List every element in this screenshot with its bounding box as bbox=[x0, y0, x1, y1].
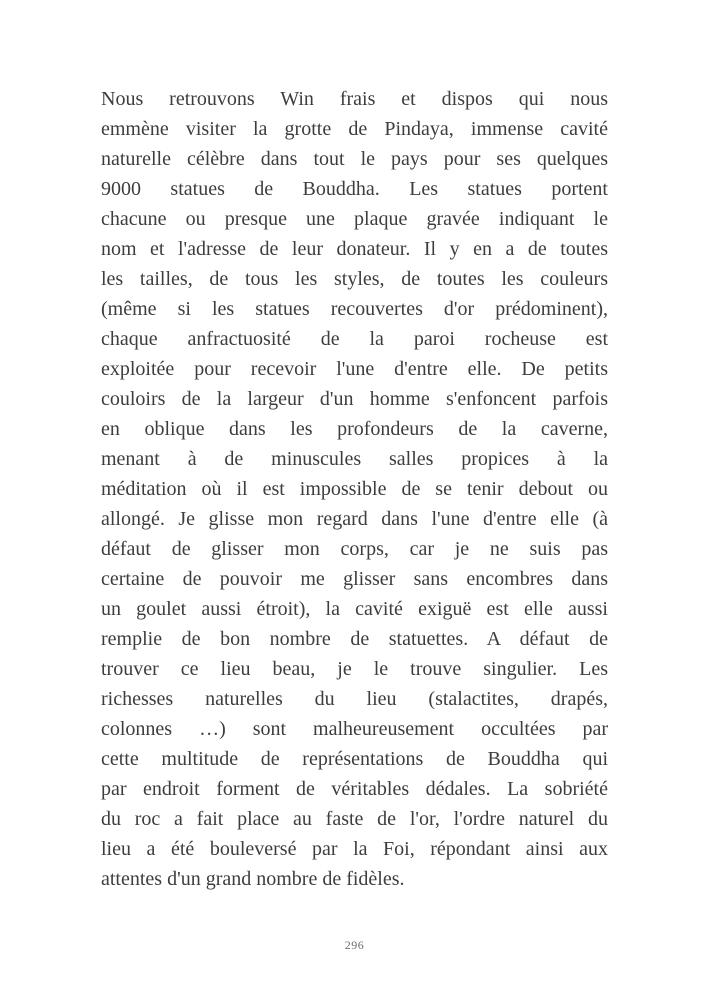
paragraph-line: 9000 statues de Bouddha. Les statues portent bbox=[101, 178, 608, 200]
paragraph-line: Nous retrouvons Win frais et dispos qui nous bbox=[101, 88, 608, 110]
paragraph-line: chacune ou presque une plaque gravée indiquant le bbox=[101, 208, 608, 230]
paragraph-line: (même si les statues recouvertes d'or prédominent), bbox=[101, 298, 608, 320]
page-number: 296 bbox=[344, 938, 365, 952]
paragraph-line: par endroit forment de véritables dédales. La sobriété bbox=[101, 778, 608, 800]
paragraph bbox=[101, 84, 608, 894]
paragraph-line: méditation où il est impossible de se tenir debout ou bbox=[101, 478, 608, 500]
paragraph-line: allongé. Je glisse mon regard dans l'une d'entre elle (à bbox=[101, 508, 608, 530]
paragraph-line: menant à de minuscules salles propices à la bbox=[101, 448, 608, 470]
paragraph-line: en oblique dans les profondeurs de la caverne, bbox=[101, 418, 608, 440]
paragraph-line: défaut de glisser mon corps, car je ne suis pas bbox=[101, 538, 608, 560]
paragraph-line: un goulet aussi étroit), la cavité exiguë est elle aussi bbox=[101, 598, 608, 620]
paragraph-line: emmène visiter la grotte de Pindaya, immense cavité bbox=[101, 118, 608, 140]
paragraph-line: remplie de bon nombre de statuettes. A défaut de bbox=[101, 628, 608, 650]
paragraph-line: colonnes …) sont malheureusement occultées par bbox=[101, 718, 608, 740]
paragraph-line: trouver ce lieu beau, je le trouve singulier. Les bbox=[101, 658, 608, 680]
paragraph-line: attentes d'un grand nombre de fidèles. bbox=[101, 868, 405, 890]
paragraph-line: les tailles, de tous les styles, de toutes les couleurs bbox=[101, 268, 608, 290]
paragraph-line: certaine de pouvoir me glisser sans encombres dans bbox=[101, 568, 608, 590]
paragraph-line: chaque anfractuosité de la paroi rocheuse est bbox=[101, 328, 608, 350]
paragraph-line: couloirs de la largeur d'un homme s'enfoncent parfois bbox=[101, 388, 608, 410]
paragraph-line: du roc a fait place au faste de l'or, l'ordre naturel du bbox=[101, 808, 608, 830]
paragraph-line: cette multitude de représentations de Bouddha qui bbox=[101, 748, 608, 770]
paragraph-line: naturelle célèbre dans tout le pays pour ses quelques bbox=[101, 148, 608, 170]
paragraph-line: nom et l'adresse de leur donateur. Il y en a de toutes bbox=[101, 238, 608, 260]
paragraph-line: richesses naturelles du lieu (stalactites, drapés, bbox=[101, 688, 608, 710]
paragraph-line: lieu a été bouleversé par la Foi, répondant ainsi aux bbox=[101, 838, 608, 860]
paragraph-line: exploitée pour recevoir l'une d'entre elle. De petits bbox=[101, 358, 608, 380]
